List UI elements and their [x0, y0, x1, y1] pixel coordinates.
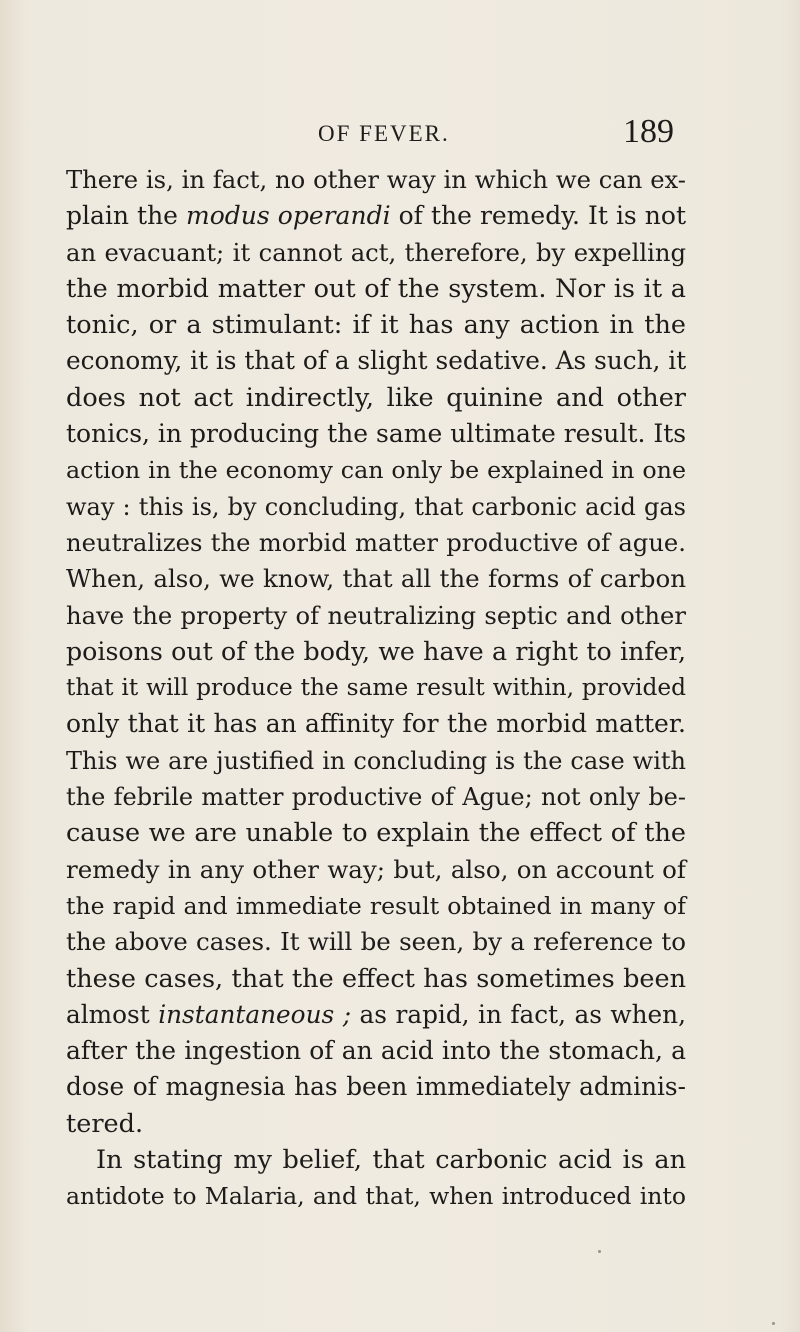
text-segment: these cases, that the effect has sometimes been	[66, 963, 686, 994]
text-segment: of the remedy. It is not	[390, 201, 687, 231]
text-segment: the above cases. It will be seen, by a reference to	[66, 927, 686, 957]
text-segment: neutralizes the morbid matter productive of ague.	[66, 527, 686, 557]
text-line	[66, 924, 686, 960]
text-line	[66, 162, 686, 198]
text-line	[66, 343, 686, 379]
text-line	[66, 743, 686, 779]
text-line	[66, 634, 686, 670]
page-header	[0, 113, 800, 157]
text-line	[66, 525, 686, 561]
text-segment: plain the	[66, 201, 187, 231]
text-line	[66, 779, 686, 815]
text-segment: cause we are unable to explain the effect of the	[66, 818, 686, 849]
text-line	[66, 706, 686, 742]
text-line	[66, 598, 686, 634]
text-segment: antidote to Malaria, and that, when introduced into	[66, 1182, 686, 1211]
text-segment: the morbid matter out of the system. Nor is it a	[66, 273, 686, 304]
paper-speck	[772, 1322, 775, 1325]
text-line	[66, 961, 686, 997]
text-segment: action in the economy can only be explained in one	[66, 456, 686, 485]
text-segment: the rapid and immediate result obtained in many of	[66, 891, 686, 920]
italic-phrase: instantaneous ;	[158, 999, 352, 1029]
text-segment: an evacuant; it cannot act, therefore, by expelling	[66, 237, 686, 267]
text-segment: almost	[66, 999, 159, 1029]
text-segment: tered.	[66, 1108, 144, 1139]
text-segment: When, also, we know, that all the forms of carbon	[66, 564, 686, 594]
text-line	[66, 1106, 686, 1142]
text-line	[66, 380, 686, 416]
text-segment: poisons out of the body, we have a right to infer,	[66, 636, 686, 666]
text-segment: remedy in any other way; but, also, on account of	[66, 854, 686, 884]
italic-phrase: modus operandi	[186, 201, 391, 231]
text-line	[66, 1033, 686, 1069]
text-line	[66, 489, 686, 525]
text-segment: tonics, in producing the same ultimate result. Its	[66, 419, 687, 449]
paper-speck	[598, 1250, 601, 1253]
text-line	[66, 416, 686, 452]
text-segment: have the property of neutralizing septic and other	[66, 600, 686, 630]
text-segment: that it will produce the same result within, provided	[66, 674, 686, 702]
text-segment: economy, it is that of a slight sedative. As such, it	[66, 346, 687, 376]
text-line	[66, 235, 686, 271]
text-line	[66, 852, 686, 888]
text-line	[66, 997, 686, 1033]
text-segment: only that it has an affinity for the morbid matter.	[66, 709, 686, 739]
text-line	[66, 888, 686, 924]
text-line	[66, 1069, 686, 1105]
text-line	[66, 815, 686, 851]
text-segment: dose of magnesia has been immediately adminis-	[66, 1072, 686, 1102]
text-segment: way : this is, by concluding, that carbonic acid gas	[66, 492, 686, 521]
body-text	[66, 162, 686, 1215]
page-number: 189	[623, 113, 674, 150]
text-segment: In stating my belief, that carbonic acid is an	[96, 1145, 686, 1176]
text-segment: after the ingestion of an acid into the stomach, a	[66, 1036, 686, 1066]
text-segment: the febrile matter productive of Ague; not only be-	[66, 783, 686, 812]
text-line	[66, 307, 686, 343]
text-line	[66, 452, 686, 488]
text-segment: This we are justified in concluding is the case with	[66, 746, 686, 775]
text-line	[66, 271, 686, 307]
text-segment: as rapid, in fact, as when,	[351, 999, 686, 1029]
text-line	[66, 561, 686, 597]
text-line	[66, 198, 686, 234]
running-head: OF FEVER.	[318, 121, 450, 146]
text-line	[66, 1142, 686, 1178]
text-line	[66, 670, 686, 706]
text-line	[66, 1178, 686, 1214]
text-segment: tonic, or a stimulant: if it has any action in the	[66, 310, 686, 341]
text-segment: does not act indirectly, like quinine and other	[66, 382, 686, 413]
text-segment: There is, in fact, no other way in which we can ex-	[66, 165, 686, 194]
